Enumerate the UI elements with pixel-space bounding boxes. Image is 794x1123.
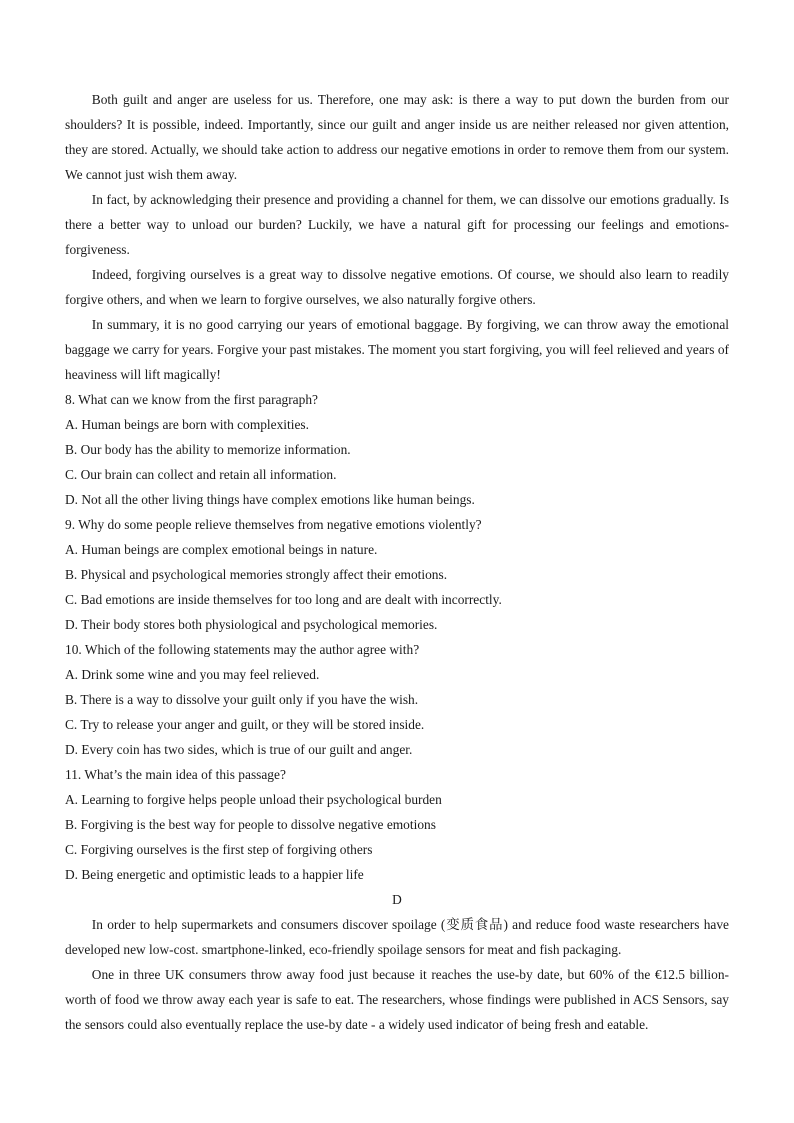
option-d: D. Every coin has two sides, which is true of our guilt and anger. bbox=[65, 742, 413, 757]
option-b: B. Our body has the ability to memorize information. bbox=[65, 442, 351, 457]
option-c: C. Try to release your anger and guilt, or they will be stored inside. bbox=[65, 717, 425, 732]
document-page bbox=[65, 87, 729, 1037]
option-c: C. Our brain can collect and retain all information. bbox=[65, 467, 337, 482]
question-11 bbox=[65, 762, 729, 887]
option-d: D. Not all the other living things have complex emotions like human beings. bbox=[65, 492, 475, 507]
passage-c-paragraph-1: Both guilt and anger are useless for us. Therefore, one may ask: is there a way to put down the burden from our shoulders? It is possible, indeed. Importantly, since our guilt and anger inside us are neither released nor given attention, they are stored. Actually, we should take action to address our negative emotions in order to remove them from our system. We cannot just wish them away. bbox=[65, 92, 729, 182]
question-10 bbox=[65, 637, 729, 762]
question-8 bbox=[65, 387, 729, 512]
option-b: B. Physical and psychological memories strongly affect their emotions. bbox=[65, 567, 448, 582]
passage-c-paragraph-4: In summary, it is no good carrying our years of emotional baggage. By forgiving, we can throw away the emotional baggage we carry for years. Forgive your past mistakes. The moment you start forgiving, you will feel relieved and years of heaviness will lift magically! bbox=[65, 317, 729, 382]
option-d: D. Their body stores both physiological and psychological memories. bbox=[65, 617, 438, 632]
passage-d-paragraph-1: In order to help supermarkets and consumers discover spoilage (变质食品) and reduce food waste researchers have developed new low-cost. smartphone-linked, eco-friendly spoilage sensors for meat and fish packaging. bbox=[65, 917, 729, 957]
passage-c-paragraph-3: Indeed, forgiving ourselves is a great way to dissolve negative emotions. Of course, we should also learn to readily forgive others, and when we learn to forgive ourselves, we also naturally forgive others. bbox=[65, 267, 729, 307]
question-stem: 9. Why do some people relieve themselves from negative emotions violently? bbox=[65, 517, 482, 532]
option-b: B. Forgiving is the best way for people to dissolve negative emotions bbox=[65, 817, 436, 832]
passage-d-paragraph-2: One in three UK consumers throw away food just because it reaches the use-by date, but 60% of the €12.5 billion-worth of food we throw away each year is safe to eat. The researchers, whose findings were published in ACS Sensors, say the sensors could also eventually replace the use-by date - a widely used indicator of being fresh and eatable. bbox=[65, 967, 729, 1032]
option-a: A. Drink some wine and you may feel relieved. bbox=[65, 667, 320, 682]
option-a: A. Learning to forgive helps people unload their psychological burden bbox=[65, 792, 442, 807]
question-9 bbox=[65, 512, 729, 637]
question-stem: 8. What can we know from the first paragraph? bbox=[65, 392, 318, 407]
option-d: D. Being energetic and optimistic leads to a happier life bbox=[65, 867, 364, 882]
option-c: C. Bad emotions are inside themselves for too long and are dealt with incorrectly. bbox=[65, 592, 502, 607]
passage-d-heading: D bbox=[392, 892, 402, 907]
question-stem: 10. Which of the following statements may the author agree with? bbox=[65, 642, 420, 657]
option-c: C. Forgiving ourselves is the first step of forgiving others bbox=[65, 842, 373, 857]
option-b: B. There is a way to dissolve your guilt only if you have the wish. bbox=[65, 692, 419, 707]
question-stem: 11. What’s the main idea of this passage? bbox=[65, 767, 286, 782]
option-a: A. Human beings are complex emotional beings in nature. bbox=[65, 542, 378, 557]
passage-c-paragraph-2: In fact, by acknowledging their presence and providing a channel for them, we can dissolve our emotions gradually. Is there a better way to unload our burden? Luckily, we have a natural gift for processing our feelings and emotions-forgiveness. bbox=[65, 192, 729, 257]
option-a: A. Human beings are born with complexities. bbox=[65, 417, 309, 432]
